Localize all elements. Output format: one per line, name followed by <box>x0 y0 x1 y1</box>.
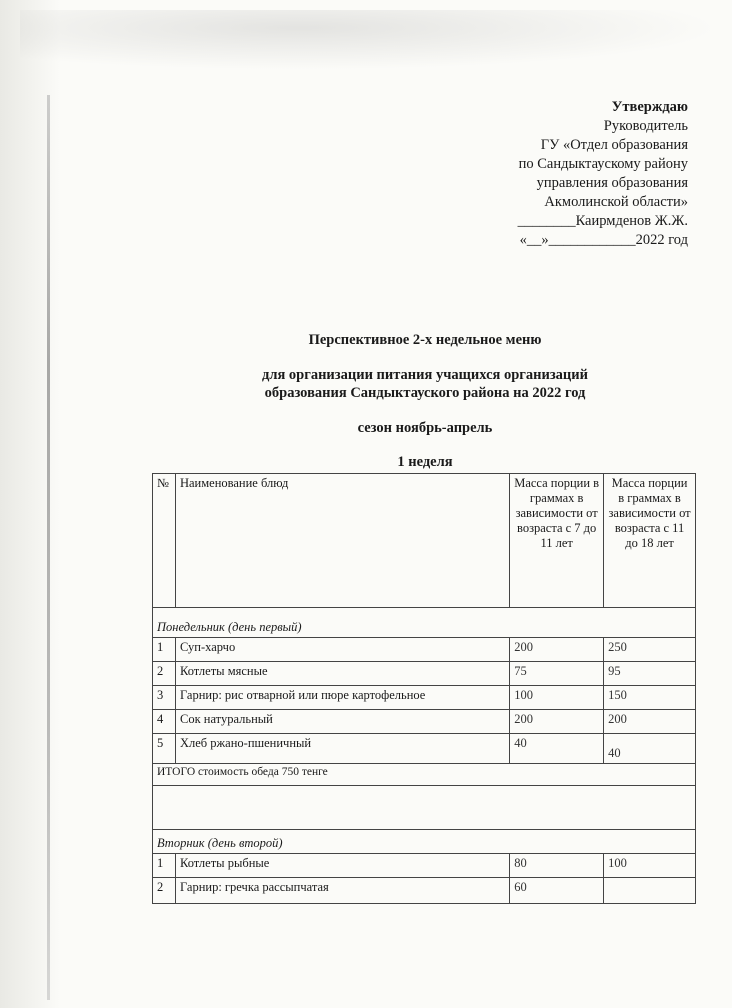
scan-line <box>47 95 50 1000</box>
table-row <box>153 638 696 662</box>
row-num: 2 <box>153 878 176 904</box>
table-header-row <box>153 474 696 608</box>
week-label: 1 неделя <box>397 454 453 470</box>
row-num: 5 <box>153 734 176 764</box>
table-row <box>153 878 696 904</box>
approval-line: ГУ «Отдел образования <box>540 137 688 153</box>
mass-11-18: 95 <box>604 662 696 686</box>
approval-line: Акмолинской области» <box>544 194 688 210</box>
dish-name: Гарнир: гречка рассыпчатая <box>175 878 509 904</box>
mass-11-18: 200 <box>604 710 696 734</box>
mass-11-18 <box>604 878 696 904</box>
mass-7-11: 200 <box>510 638 604 662</box>
approval-block <box>428 98 688 250</box>
spacer-row <box>153 786 696 830</box>
document-title: Перспективное 2-х недельное меню <box>308 332 542 348</box>
menu-table <box>152 473 696 904</box>
header-mass-7-11: Масса порции в граммах в зависимости от возраста с 7 до 11 лет <box>510 474 604 608</box>
header-name: Наименование блюд <box>175 474 509 608</box>
dish-name: Гарнир: рис отварной или пюре картофельное <box>175 686 509 710</box>
header-mass-11-18: Масса порции в граммах в зависимости от возраста с 11 до 18 лет <box>604 474 696 608</box>
purpose-line-1: для организации питания учащихся организаций <box>261 367 588 383</box>
total-row <box>153 764 696 786</box>
header-num: № <box>153 474 176 608</box>
document-purpose <box>150 366 700 402</box>
mass-7-11: 100 <box>510 686 604 710</box>
approval-signature: ________Каирмденов Ж.Ж. <box>517 213 688 229</box>
scan-smudge <box>20 10 720 70</box>
total-label: ИТОГО стоимость обеда 750 тенге <box>153 764 696 786</box>
mass-11-18: 40 <box>604 734 696 764</box>
approval-date: «__»____________2022 год <box>519 232 688 248</box>
row-num: 1 <box>153 638 176 662</box>
mass-7-11: 80 <box>510 854 604 878</box>
dish-name: Сок натуральный <box>175 710 509 734</box>
approval-line: Руководитель <box>603 118 688 134</box>
row-num: 4 <box>153 710 176 734</box>
purpose-line-2: образования Сандыктауского района на 2022 год <box>264 385 586 401</box>
approval-line: по Сандыктаускому району <box>518 156 688 172</box>
table-row <box>153 734 696 764</box>
day-label: Вторник (день второй) <box>153 830 696 854</box>
dish-name: Суп-харчо <box>175 638 509 662</box>
dish-name: Котлеты мясные <box>175 662 509 686</box>
dish-name: Хлеб ржано-пшеничный <box>175 734 509 764</box>
mass-7-11: 60 <box>510 878 604 904</box>
table-row <box>153 710 696 734</box>
day-row <box>153 608 696 638</box>
dish-name: Котлеты рыбные <box>175 854 509 878</box>
table-row <box>153 854 696 878</box>
table-row <box>153 662 696 686</box>
season-label: сезон ноябрь-апрель <box>357 420 493 436</box>
row-num: 3 <box>153 686 176 710</box>
mass-11-18: 250 <box>604 638 696 662</box>
day-label: Понедельник (день первый) <box>153 608 696 638</box>
spacer-cell <box>153 786 696 830</box>
row-num: 1 <box>153 854 176 878</box>
mass-11-18: 150 <box>604 686 696 710</box>
mass-7-11: 200 <box>510 710 604 734</box>
row-num: 2 <box>153 662 176 686</box>
approval-heading: Утверждаю <box>611 99 688 115</box>
day-row <box>153 830 696 854</box>
approval-line: управления образования <box>536 175 688 191</box>
table-row <box>153 686 696 710</box>
scan-shadow <box>0 0 60 1008</box>
mass-11-18: 100 <box>604 854 696 878</box>
mass-7-11: 75 <box>510 662 604 686</box>
mass-7-11: 40 <box>510 734 604 764</box>
